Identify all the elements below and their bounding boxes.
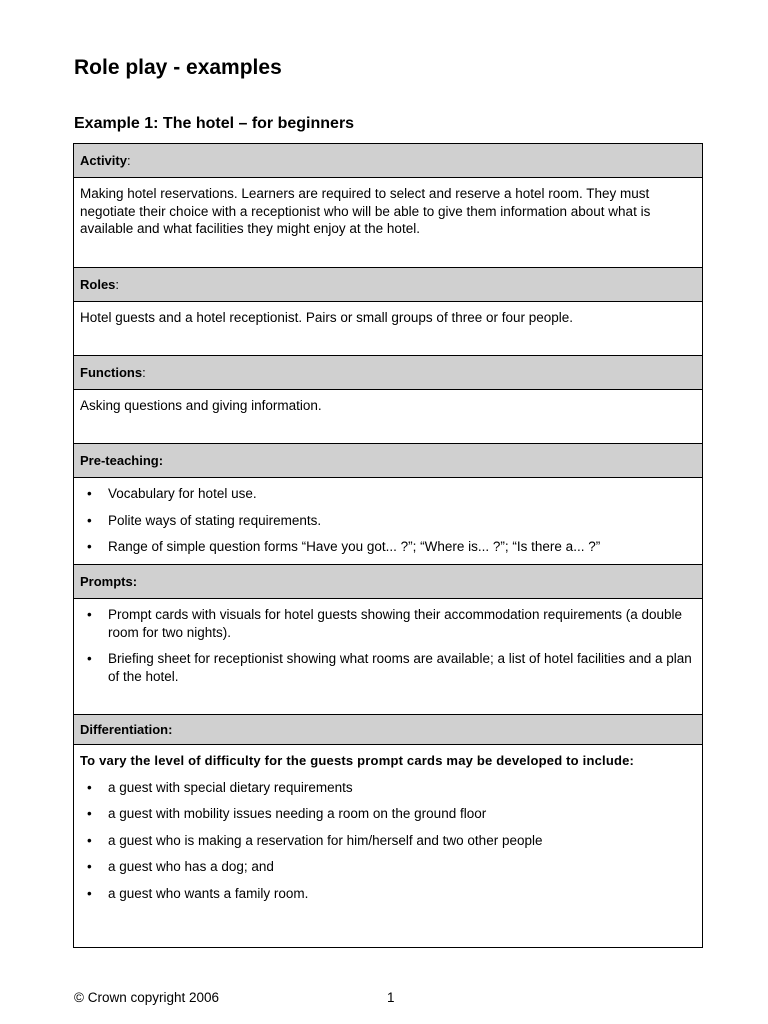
- prompts-list: [80, 606, 696, 685]
- differentiation-list: [80, 779, 696, 903]
- list-item: • Prompt cards with visuals for hotel guests showing their accommodation requirements (a double room for two nights).: [80, 606, 696, 641]
- activity-header-colon: :: [126, 153, 131, 168]
- functions-header-label: Functions: [80, 365, 143, 380]
- differentiation-content: [74, 745, 702, 947]
- roles-header: [74, 268, 702, 302]
- example-title: Example 1: The hotel – for beginners: [74, 115, 355, 132]
- page-title: Role play - examples: [74, 56, 282, 79]
- list-item: • Vocabulary for hotel use.: [80, 485, 696, 503]
- list-item: • a guest with mobility issues needing a room on the ground floor: [80, 805, 696, 823]
- preteaching-header: [74, 444, 702, 478]
- prompts-header: [74, 565, 702, 599]
- activity-content: [74, 178, 702, 268]
- footer-copyright: © Crown copyright 2006: [74, 990, 220, 1005]
- functions-header: [74, 356, 702, 390]
- differentiation-header-label: Differentiation:: [80, 722, 173, 737]
- list-item: • a guest with special dietary requirements: [80, 779, 696, 797]
- prompts-content: [74, 599, 702, 715]
- differentiation-intro: To vary the level of difficulty for the guests prompt cards may be developed to include:: [80, 753, 635, 768]
- functions-header-colon: :: [142, 365, 146, 380]
- list-item: • Polite ways of stating requirements.: [80, 512, 696, 530]
- functions-text: Asking questions and giving information.: [80, 398, 322, 413]
- list-item: • a guest who is making a reservation for him/herself and two other people: [80, 832, 696, 850]
- activity-text: Making hotel reservations. Learners are required to select and reserve a hotel room. They must negotiate their choice with a receptionist who will be able to give them information about what is available and what facilities they might enjoy at the hotel.: [80, 186, 651, 236]
- activity-header-label: Activity: [80, 153, 127, 168]
- roles-text: Hotel guests and a hotel receptionist. Pairs or small groups of three or four people.: [80, 310, 574, 325]
- preteaching-list: [80, 485, 696, 556]
- roles-header-label: Roles: [80, 277, 116, 292]
- functions-content: [74, 390, 702, 444]
- prompts-header-label: Prompts:: [80, 574, 138, 589]
- roles-header-colon: :: [115, 277, 120, 292]
- roles-content: [74, 302, 702, 356]
- list-item: • a guest who wants a family room.: [80, 885, 696, 903]
- preteaching-header-label: Pre-teaching:: [80, 453, 164, 468]
- role-play-table: [73, 143, 703, 948]
- preteaching-content: [74, 478, 702, 565]
- footer-page-number: 1: [387, 990, 395, 1005]
- list-item: • Briefing sheet for receptionist showing what rooms are available; a list of hotel facilities and a plan of the hotel.: [80, 650, 696, 685]
- activity-header: [74, 144, 702, 178]
- list-item: • a guest who has a dog; and: [80, 858, 696, 876]
- list-item: • Range of simple question forms “Have you got... ?”; “Where is... ?”; “Is there a... ?”: [80, 538, 696, 556]
- differentiation-header: [74, 715, 702, 745]
